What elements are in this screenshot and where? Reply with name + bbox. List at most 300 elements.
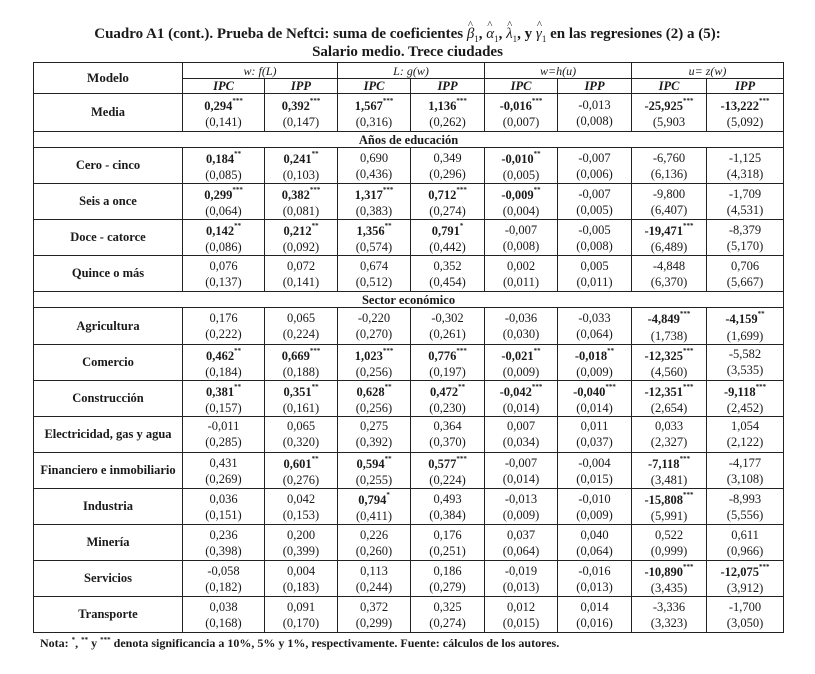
coefficient bbox=[338, 345, 410, 364]
standard-error: (0,251) bbox=[429, 543, 466, 558]
value-cell bbox=[485, 525, 558, 561]
coefficient bbox=[183, 220, 264, 239]
coefficient-value: -8,379 bbox=[728, 222, 762, 237]
row-label: Seis a once bbox=[34, 184, 183, 220]
coefficient-value: 0,674 bbox=[359, 258, 389, 273]
coefficient-value: 0,007 bbox=[506, 419, 536, 434]
coefficient bbox=[265, 345, 337, 364]
value-cell bbox=[183, 94, 265, 132]
value-cell bbox=[411, 94, 485, 132]
coefficient bbox=[411, 491, 484, 507]
standard-error: (2,654) bbox=[650, 400, 688, 415]
coefficient-value: 0,472 bbox=[429, 384, 459, 399]
coefficient bbox=[558, 563, 631, 579]
standard-error: (4,531) bbox=[726, 202, 764, 217]
standard-error: (0,256) bbox=[355, 400, 393, 415]
coefficient bbox=[183, 310, 264, 326]
value-cell bbox=[183, 380, 265, 416]
coefficient-value: -4,177 bbox=[728, 455, 762, 470]
coefficient bbox=[485, 491, 557, 507]
coefficient bbox=[183, 148, 264, 167]
coefficient-value: 0,611 bbox=[731, 527, 759, 542]
sub-header: IPP bbox=[707, 79, 784, 94]
coefficient-value: -0,010 bbox=[501, 152, 534, 167]
sub-header: IPP bbox=[265, 79, 338, 94]
value-cell bbox=[265, 148, 338, 184]
value-cell bbox=[707, 308, 784, 344]
value-cell bbox=[558, 94, 632, 132]
value-cell bbox=[558, 561, 632, 597]
standard-error: (0,999) bbox=[650, 543, 688, 558]
coefficient-value: 0,014 bbox=[580, 599, 609, 614]
value-cell bbox=[411, 561, 485, 597]
note-mark: *** bbox=[100, 636, 111, 644]
value-cell bbox=[707, 220, 784, 256]
table-row bbox=[34, 380, 784, 416]
coefficient-value: 0,002 bbox=[506, 258, 536, 273]
value-cell bbox=[485, 344, 558, 380]
coefficient-value: -0,033 bbox=[578, 311, 611, 326]
value-cell bbox=[265, 525, 338, 561]
standard-error: (0,011) bbox=[576, 274, 613, 289]
standard-error: (0,009) bbox=[576, 507, 613, 522]
standard-error: (0,014) bbox=[502, 471, 540, 486]
value-cell bbox=[338, 94, 411, 132]
standard-error: (0,299) bbox=[355, 615, 393, 630]
coefficient bbox=[183, 95, 264, 114]
value-cell bbox=[558, 380, 632, 416]
significance-stars: ** bbox=[384, 454, 392, 463]
coefficient-value: -1,125 bbox=[728, 150, 762, 165]
value-cell bbox=[707, 148, 784, 184]
coefficient-value: 0,212 bbox=[283, 224, 312, 239]
table-row bbox=[34, 344, 784, 380]
coefficient bbox=[265, 95, 337, 114]
value-cell bbox=[183, 256, 265, 292]
coefficient-value: 0,601 bbox=[283, 457, 312, 472]
standard-error: (5,991) bbox=[650, 509, 688, 524]
value-cell bbox=[265, 416, 338, 452]
coefficient-value: -0,007 bbox=[504, 455, 538, 470]
value-cell bbox=[338, 344, 411, 380]
coefficient bbox=[632, 258, 706, 274]
significance-stars: *** bbox=[456, 186, 467, 195]
standard-error: (0,016) bbox=[576, 615, 613, 630]
standard-error: (0,574) bbox=[355, 240, 393, 255]
coefficient bbox=[183, 345, 264, 364]
table-row bbox=[34, 452, 784, 488]
value-cell bbox=[558, 344, 632, 380]
coefficient-value: 0,176 bbox=[209, 311, 238, 326]
coefficient-value: 0,072 bbox=[286, 258, 316, 273]
coefficient-value: 0,186 bbox=[433, 563, 462, 578]
sub-header: IPP bbox=[411, 79, 485, 94]
coefficient bbox=[632, 345, 706, 364]
standard-error: (6,489) bbox=[650, 240, 688, 255]
note-text: denota significancia a 10%, 5% y 1%, respectivamente. Fuente: cálculos de los autores. bbox=[113, 636, 560, 650]
row-label: Transporte bbox=[34, 597, 183, 633]
standard-error: (5,667) bbox=[726, 274, 764, 289]
significance-stars: *** bbox=[382, 96, 394, 105]
standard-error: (0,034) bbox=[502, 435, 540, 450]
coefficient bbox=[338, 381, 410, 400]
standard-error: (0,274) bbox=[429, 615, 466, 630]
value-cell bbox=[411, 220, 485, 256]
standard-error: (0,008) bbox=[576, 238, 613, 253]
value-cell bbox=[338, 561, 411, 597]
value-cell bbox=[265, 344, 338, 380]
significance-stars: *** bbox=[309, 186, 321, 195]
coefficient bbox=[707, 561, 783, 580]
coefficient-value: 0,142 bbox=[205, 224, 235, 239]
coefficient bbox=[411, 150, 484, 166]
coefficient bbox=[265, 220, 337, 239]
standard-error: (0,037) bbox=[576, 435, 613, 450]
row-label: Construcción bbox=[34, 380, 183, 416]
coefficient-value: 0,176 bbox=[433, 527, 462, 542]
standard-error: (0,137) bbox=[205, 274, 242, 289]
coefficient bbox=[632, 418, 706, 434]
coefficient-value: -0,010 bbox=[578, 491, 611, 506]
coefficient bbox=[338, 453, 410, 472]
significance-stars: *** bbox=[456, 96, 467, 105]
standard-error: (0,064) bbox=[576, 543, 613, 558]
coefficient-value: 0,794 bbox=[358, 493, 387, 508]
table-row bbox=[34, 597, 784, 633]
standard-error: (0,157) bbox=[205, 400, 242, 415]
coefficient bbox=[265, 453, 337, 472]
table-row bbox=[34, 489, 784, 525]
coefficient bbox=[183, 455, 264, 471]
standard-error: (1,699) bbox=[726, 328, 764, 343]
lambda-symbol: ^ $\lambda_1$ bbox=[506, 25, 517, 48]
value-cell bbox=[411, 148, 485, 184]
significance-stars: ** bbox=[533, 346, 541, 355]
coefficient-value: 0,431 bbox=[209, 455, 238, 470]
row-label: Cero - cinco bbox=[34, 148, 183, 184]
coefficient bbox=[183, 381, 264, 400]
coefficient bbox=[411, 95, 484, 114]
standard-error: (0,262) bbox=[429, 115, 466, 130]
significance-stars: ** bbox=[607, 346, 615, 355]
coefficient bbox=[558, 310, 631, 326]
standard-error: (0,081) bbox=[282, 204, 320, 219]
value-cell bbox=[411, 416, 485, 452]
value-cell bbox=[265, 489, 338, 525]
value-cell bbox=[265, 380, 338, 416]
title-conjunction: y bbox=[524, 26, 533, 42]
standard-error: (2,452) bbox=[726, 400, 764, 415]
sub-header: IPC bbox=[338, 79, 411, 94]
standard-error: (0,014) bbox=[502, 400, 540, 415]
row-label: Electricidad, gas y agua bbox=[34, 416, 183, 452]
coefficient-value: 0,712 bbox=[428, 188, 457, 203]
standard-error: (0,279) bbox=[429, 579, 466, 594]
value-cell bbox=[707, 452, 784, 488]
coefficient bbox=[265, 310, 337, 326]
standard-error: (0,011) bbox=[503, 274, 540, 289]
coefficient-value: 0,522 bbox=[654, 527, 684, 542]
coefficient bbox=[707, 599, 783, 615]
standard-error: (5,092) bbox=[726, 115, 764, 130]
coefficient-value: 0,493 bbox=[433, 491, 462, 506]
standard-error: (0,015) bbox=[502, 615, 540, 630]
value-cell bbox=[485, 220, 558, 256]
value-cell bbox=[338, 308, 411, 344]
standard-error: (0,085) bbox=[205, 168, 242, 183]
value-cell bbox=[632, 220, 707, 256]
coefficient bbox=[338, 184, 410, 203]
coefficient-value: 0,042 bbox=[286, 491, 316, 506]
coefficient bbox=[632, 453, 706, 472]
coefficient-value: 0,065 bbox=[286, 419, 316, 434]
coefficient-value: -0,019 bbox=[504, 563, 538, 578]
coefficient-value: -0,004 bbox=[578, 455, 611, 470]
value-cell bbox=[485, 94, 558, 132]
value-cell bbox=[558, 416, 632, 452]
standard-error: (0,182) bbox=[205, 579, 242, 594]
value-cell bbox=[183, 489, 265, 525]
significance-stars: *** bbox=[683, 346, 694, 355]
coefficient bbox=[707, 381, 783, 400]
value-cell bbox=[485, 380, 558, 416]
coefficient-value: 0,012 bbox=[506, 599, 536, 614]
standard-error: (0,411) bbox=[356, 509, 392, 524]
sub-header: IPC bbox=[183, 79, 265, 94]
section-title: Sector económico bbox=[34, 292, 784, 308]
standard-error: (0,007) bbox=[502, 115, 540, 130]
standard-error: (0,384) bbox=[429, 507, 466, 522]
value-cell bbox=[632, 452, 707, 488]
coefficient bbox=[632, 381, 706, 400]
significance-stars: *** bbox=[382, 346, 394, 355]
value-cell bbox=[558, 256, 632, 292]
standard-error: (0,370) bbox=[429, 435, 466, 450]
coefficient-value: 0,040 bbox=[580, 527, 609, 542]
standard-error: (0,064) bbox=[576, 327, 613, 342]
row-label: Agricultura bbox=[34, 308, 183, 344]
value-cell bbox=[558, 489, 632, 525]
coefficient-value: 0,037 bbox=[506, 527, 536, 542]
alpha-symbol: ^ $\alpha_1$ bbox=[486, 25, 498, 48]
standard-error: (5,170) bbox=[726, 238, 764, 253]
table-title: Cuadro A1 (cont.). Prueba de Neftci: suma de coeficientes ^ $\beta_1$, ^ $\alpha_1$, ^ $\lambda_1$, y ^ $\gamma_1$ en las regresiones (2) a (5): bbox=[0, 25, 815, 48]
significance-stars: ** bbox=[311, 150, 319, 158]
coefficient-value: 0,076 bbox=[209, 258, 238, 273]
value-cell bbox=[632, 308, 707, 344]
coefficient-value: -0,005 bbox=[578, 222, 611, 237]
coefficient bbox=[485, 310, 557, 326]
standard-error: (0,316) bbox=[355, 115, 393, 130]
standard-error: (2,327) bbox=[650, 435, 688, 450]
coefficient bbox=[183, 527, 264, 543]
coefficient-value: -6,760 bbox=[652, 150, 686, 165]
value-cell bbox=[183, 308, 265, 344]
coefficient bbox=[558, 455, 631, 471]
value-cell bbox=[411, 184, 485, 220]
value-cell bbox=[558, 220, 632, 256]
coefficient-value: 0,004 bbox=[286, 563, 316, 578]
standard-error: (0,170) bbox=[282, 615, 320, 630]
standard-error: (3,108) bbox=[726, 471, 764, 486]
coefficient bbox=[338, 310, 410, 326]
standard-error: (0,392) bbox=[355, 435, 393, 450]
coefficient bbox=[265, 381, 337, 400]
significance-stars: * bbox=[386, 491, 390, 500]
coefficient-value: 0,776 bbox=[428, 348, 457, 363]
value-cell bbox=[632, 489, 707, 525]
coefficient bbox=[485, 345, 557, 364]
standard-error: (0,256) bbox=[355, 364, 393, 379]
value-cell bbox=[558, 308, 632, 344]
value-cell bbox=[632, 148, 707, 184]
standard-error: (0,274) bbox=[429, 204, 466, 219]
value-cell bbox=[558, 452, 632, 488]
significance-stars: *** bbox=[531, 382, 543, 391]
value-cell bbox=[707, 344, 784, 380]
coefficient bbox=[558, 527, 631, 543]
significance-stars: *** bbox=[683, 382, 694, 391]
significance-stars: *** bbox=[683, 96, 694, 105]
table-row bbox=[34, 148, 784, 184]
coefficient-value: 0,382 bbox=[281, 188, 310, 203]
coefficient bbox=[707, 258, 783, 274]
coefficient-value: -15,808 bbox=[644, 493, 684, 508]
significance-stars: ** bbox=[234, 346, 242, 355]
standard-error: (0,442) bbox=[429, 240, 466, 255]
coefficient-value: -25,925 bbox=[644, 99, 684, 114]
standard-error: (0,261) bbox=[429, 327, 466, 342]
coefficient bbox=[558, 186, 631, 202]
value-cell bbox=[183, 344, 265, 380]
value-cell bbox=[411, 380, 485, 416]
value-cell bbox=[632, 94, 707, 132]
value-cell bbox=[707, 597, 784, 633]
results-table bbox=[33, 62, 784, 633]
coefficient bbox=[485, 258, 557, 274]
value-cell bbox=[183, 597, 265, 633]
coefficient-value: -19,471 bbox=[644, 224, 684, 239]
coefficient-value: -0,302 bbox=[431, 311, 464, 326]
value-cell bbox=[183, 561, 265, 597]
note-sep: , bbox=[75, 636, 79, 650]
value-cell bbox=[485, 597, 558, 633]
value-cell bbox=[411, 597, 485, 633]
coefficient bbox=[265, 148, 337, 167]
coefficient-value: 0,628 bbox=[356, 384, 385, 399]
coefficient-value: -12,351 bbox=[644, 384, 684, 399]
coefficient bbox=[183, 563, 264, 579]
significance-stars: ** bbox=[234, 222, 242, 231]
value-cell bbox=[707, 489, 784, 525]
significance-stars: ** bbox=[533, 186, 541, 195]
value-cell bbox=[485, 416, 558, 452]
row-label: Servicios bbox=[34, 561, 183, 597]
coefficient-value: -0,011 bbox=[207, 419, 240, 434]
coefficient bbox=[707, 308, 783, 327]
standard-error: (0,103) bbox=[282, 168, 320, 183]
coefficient-value: 0,791 bbox=[431, 224, 460, 239]
coefficient bbox=[485, 184, 557, 203]
standard-error: (3,050) bbox=[726, 615, 764, 630]
table-row bbox=[34, 416, 784, 452]
standard-error: (0,015) bbox=[576, 471, 613, 486]
standard-error: (0,064) bbox=[502, 543, 540, 558]
coefficient bbox=[707, 186, 783, 202]
coefficient bbox=[411, 345, 484, 364]
row-label: Comercio bbox=[34, 344, 183, 380]
value-cell bbox=[338, 220, 411, 256]
table-row bbox=[34, 184, 784, 220]
coefficient bbox=[183, 599, 264, 615]
value-cell bbox=[265, 220, 338, 256]
significance-stars: *** bbox=[679, 454, 691, 463]
row-label: Doce - catorce bbox=[34, 220, 183, 256]
significance-stars: ** bbox=[234, 382, 242, 391]
value-cell bbox=[411, 344, 485, 380]
significance-stars: *** bbox=[683, 222, 694, 231]
coefficient bbox=[411, 184, 484, 203]
coefficient bbox=[558, 345, 631, 364]
group-header: L: g(w) bbox=[338, 63, 485, 79]
note-mark: * bbox=[71, 636, 76, 644]
significance-stars: ** bbox=[458, 382, 466, 391]
standard-error: (3,323) bbox=[650, 615, 688, 630]
significance-stars: *** bbox=[683, 491, 694, 500]
coefficient-value: -1,700 bbox=[728, 599, 762, 614]
coefficient bbox=[707, 222, 783, 238]
coefficient bbox=[707, 455, 783, 471]
beta-symbol: ^ $\beta_1$ bbox=[467, 25, 479, 48]
coefficient bbox=[265, 491, 337, 507]
coefficient-value: 0,690 bbox=[359, 150, 389, 165]
value-cell bbox=[183, 525, 265, 561]
standard-error: (0,013) bbox=[502, 579, 540, 594]
standard-error: (0,141) bbox=[205, 115, 242, 130]
standard-error: (0,005) bbox=[576, 202, 613, 217]
model-header: Modelo bbox=[34, 63, 183, 94]
sub-header: IPC bbox=[485, 79, 558, 94]
value-cell bbox=[183, 148, 265, 184]
coefficient bbox=[707, 346, 783, 362]
note-sep: y bbox=[91, 636, 98, 650]
standard-error: (3,435) bbox=[650, 581, 688, 596]
coefficient-value: 0,392 bbox=[281, 99, 310, 114]
coefficient-value: -3,336 bbox=[652, 599, 686, 614]
value-cell bbox=[485, 308, 558, 344]
coefficient-value: -0,040 bbox=[573, 384, 606, 399]
value-cell bbox=[338, 525, 411, 561]
title-prefix: Cuadro A1 (cont.). Prueba de Neftci: suma de coeficientes bbox=[94, 26, 464, 42]
coefficient bbox=[183, 258, 264, 274]
value-cell bbox=[632, 380, 707, 416]
coefficient-value: 0,462 bbox=[205, 348, 235, 363]
coefficient-value: -0,007 bbox=[578, 186, 611, 201]
coefficient-value: -0,013 bbox=[578, 97, 611, 112]
value-cell bbox=[485, 452, 558, 488]
coefficient bbox=[558, 381, 631, 400]
coefficient-value: 0,241 bbox=[283, 152, 312, 167]
significance-stars: *** bbox=[232, 96, 243, 105]
coefficient bbox=[558, 418, 631, 434]
value-cell bbox=[338, 597, 411, 633]
row-label: Media bbox=[34, 94, 183, 132]
row-label: Quince o más bbox=[34, 256, 183, 292]
value-cell bbox=[411, 308, 485, 344]
coefficient bbox=[338, 150, 410, 166]
standard-error: (0,013) bbox=[576, 579, 613, 594]
standard-error: (6,407) bbox=[650, 202, 688, 217]
